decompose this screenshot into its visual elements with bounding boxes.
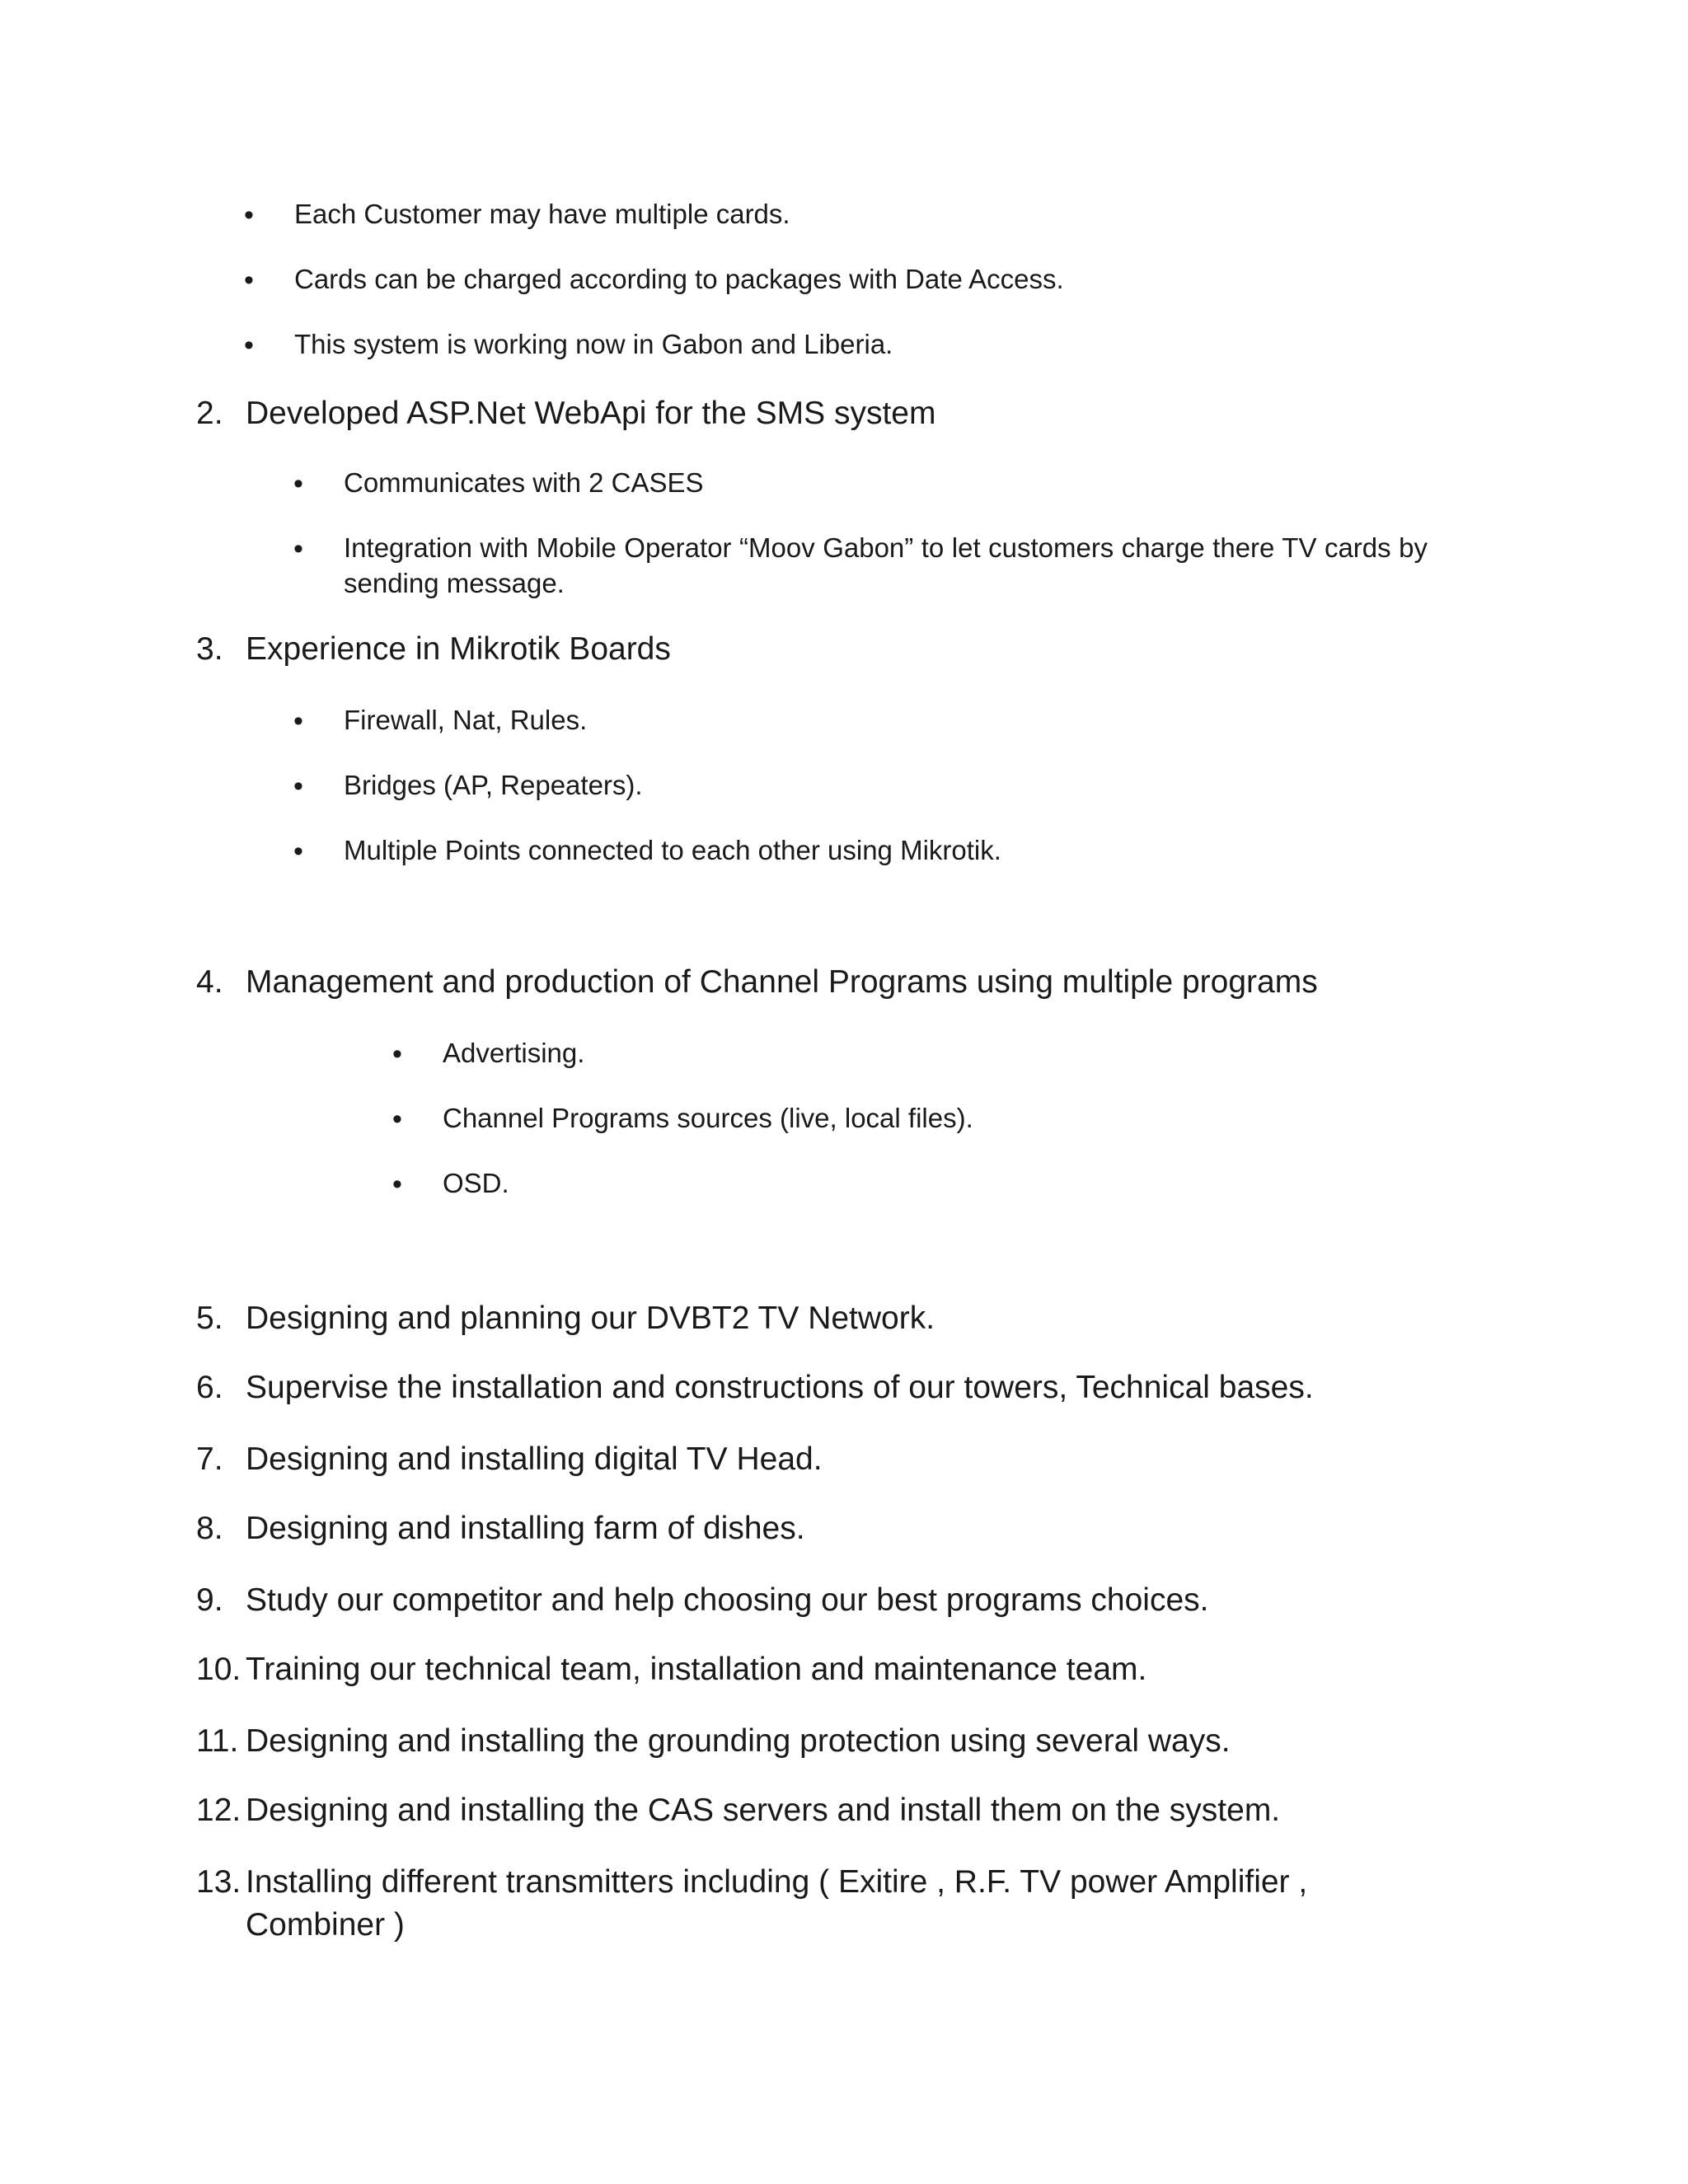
item-text: Designing and planning our DVBT2 TV Network. — [246, 1301, 935, 1336]
bullet-text: Integration with Mobile Operator “Moov Gabon” to let customers charge there TV cards by sending message. — [344, 532, 1428, 598]
bullet-text: OSD. — [443, 1168, 509, 1198]
bullet-glyph: • — [244, 330, 254, 361]
bullet-glyph: • — [293, 836, 303, 867]
item-number: 3. — [196, 631, 223, 667]
item-number: 13. — [196, 1864, 241, 1900]
bullet-glyph: • — [392, 1169, 402, 1200]
bullet-glyph: • — [293, 468, 303, 499]
bullet-glyph: • — [392, 1038, 402, 1070]
item-number: 8. — [196, 1511, 223, 1546]
item-number: 9. — [196, 1582, 223, 1618]
bullet-glyph: • — [293, 771, 303, 802]
bullet-glyph: • — [244, 199, 254, 231]
bullet-text: Advertising. — [443, 1038, 585, 1068]
item-number: 7. — [196, 1441, 223, 1477]
item-text: Training our technical team, installation and maintenance team. — [246, 1652, 1147, 1687]
bullet-text: Channel Programs sources (live, local files). — [443, 1103, 973, 1133]
item-text: Designing and installing digital TV Head. — [246, 1441, 823, 1477]
item-number: 4. — [196, 964, 223, 1000]
item-number: 2. — [196, 396, 223, 431]
bullet-glyph: • — [392, 1104, 402, 1135]
item-number: 5. — [196, 1301, 223, 1336]
bullet-glyph: • — [293, 705, 303, 737]
bullet-text: Firewall, Nat, Rules. — [344, 705, 588, 735]
bullet-text: This system is working now in Gabon and Liberia. — [294, 329, 893, 359]
item-text: Designing and installing the CAS servers and install them on the system. — [246, 1793, 1281, 1828]
item-number: 10. — [196, 1652, 241, 1687]
item-text: Designing and installing farm of dishes. — [246, 1511, 805, 1546]
item-text: Study our competitor and help choosing our best programs choices. — [246, 1582, 1209, 1618]
item-number: 6. — [196, 1370, 223, 1405]
bullet-text: Cards can be charged according to packages with Date Access. — [294, 264, 1064, 294]
item-text: Installing different transmitters including ( Exitire , R.F. TV power Amplifier , Combiner ) — [246, 1864, 1308, 1943]
bullet-glyph: • — [244, 265, 254, 296]
item-number: 11. — [196, 1723, 239, 1759]
item-text: Supervise the installation and constructions of our towers, Technical bases. — [246, 1370, 1314, 1405]
bullet-text: Bridges (AP, Repeaters). — [344, 770, 643, 800]
bullet-text: Communicates with 2 CASES — [344, 467, 704, 498]
item-number: 12. — [196, 1793, 241, 1828]
item-text: Management and production of Channel Programs using multiple programs — [246, 964, 1318, 1000]
item-text: Developed ASP.Net WebApi for the SMS system — [246, 396, 936, 431]
bullet-text: Each Customer may have multiple cards. — [294, 199, 790, 229]
bullet-glyph: • — [293, 533, 303, 565]
bullet-text: Multiple Points connected to each other using Mikrotik. — [344, 835, 1001, 865]
item-text: Experience in Mikrotik Boards — [246, 631, 671, 667]
item-text: Designing and installing the grounding protection using several ways. — [246, 1723, 1231, 1759]
